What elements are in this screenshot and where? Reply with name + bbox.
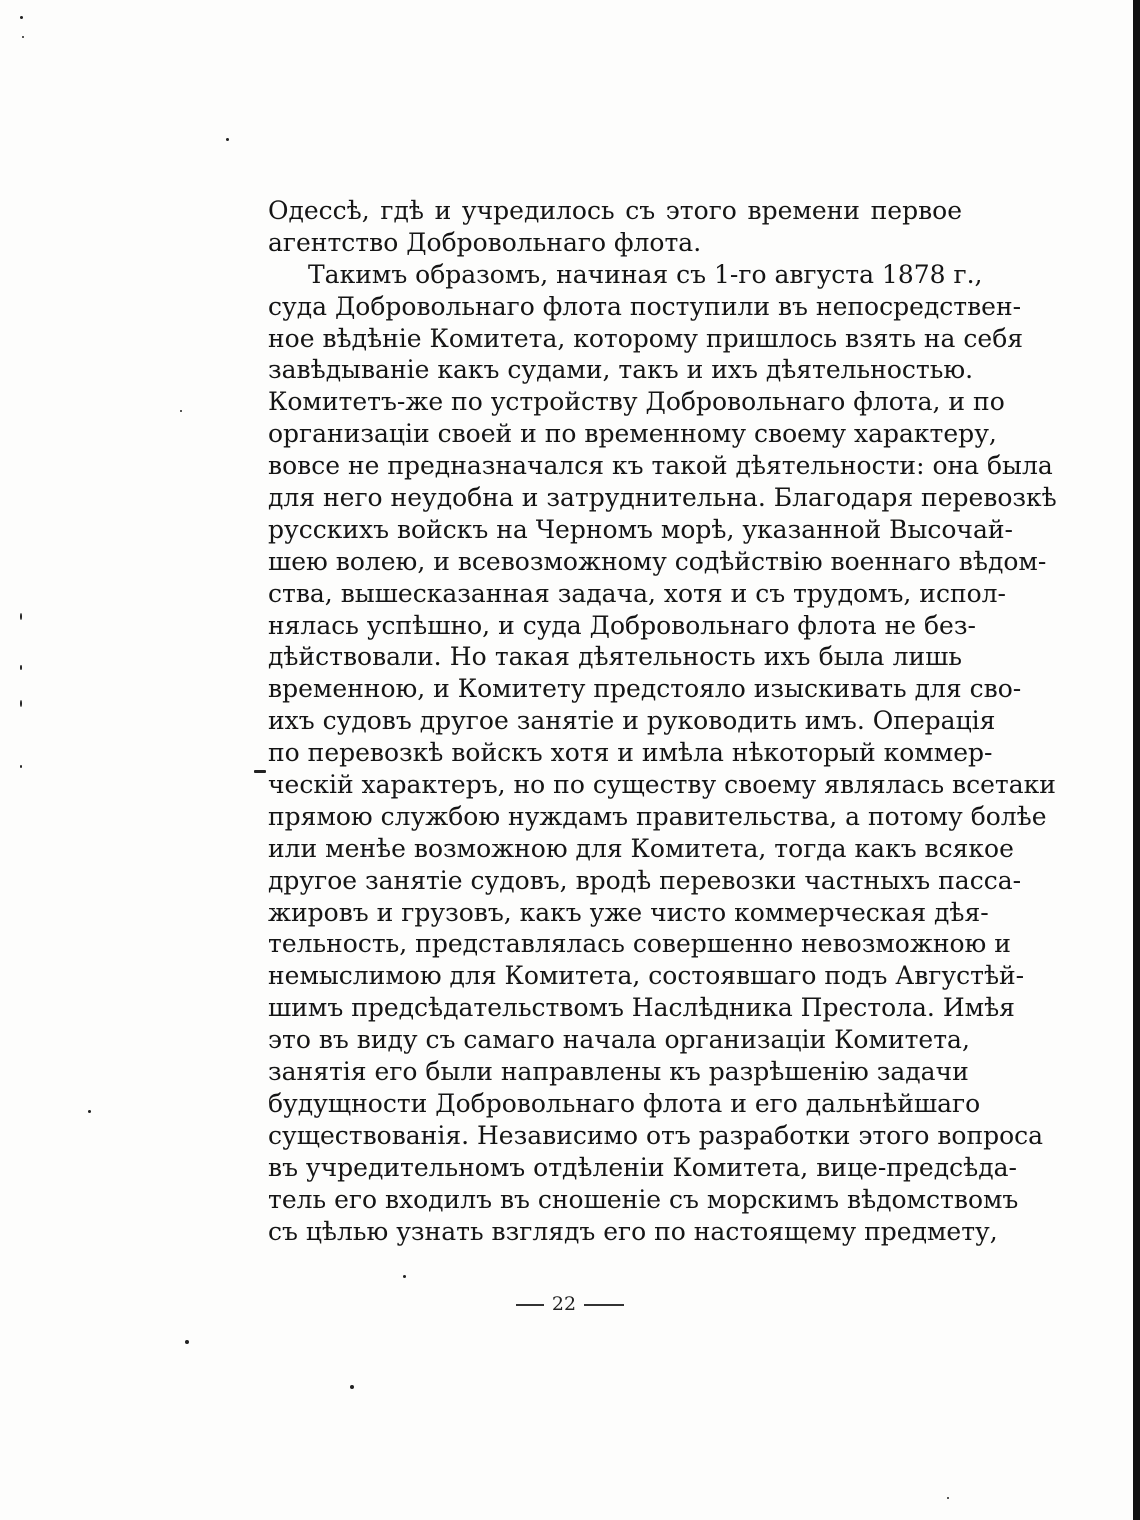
- text-line: существованія. Независимо отъ разработки этого вопроса: [268, 1120, 1044, 1150]
- text-line: ческій характеръ, но по существу своему являлась всетаки: [268, 770, 1056, 800]
- scan-speck: [88, 1110, 91, 1113]
- text-line: будущности Добровольнаго флота и его дальнѣйшаго: [268, 1088, 981, 1118]
- text-line: съ цѣлью узнать взглядъ его по настоящему предмету,: [268, 1216, 998, 1246]
- text-line: организаціи своей и по временному своему характеру,: [268, 419, 997, 449]
- scan-speck: [20, 613, 22, 620]
- text-line: это въ виду съ самаго начала организаціи Комитета,: [268, 1025, 970, 1055]
- text-line: тель его входилъ въ сношеніе съ морскимъ вѣдомствомъ: [268, 1184, 1019, 1214]
- text-line: прямою службою нуждамъ правительства, а потому болѣе: [268, 801, 1047, 831]
- page-edge-shadow: [1133, 0, 1140, 1520]
- text-line: временною, и Комитету предстояло изыскивать для сво-: [268, 674, 1022, 704]
- text-line: жировъ и грузовъ, какъ уже чисто коммерческая дѣя-: [268, 897, 989, 927]
- text-line: для него неудобна и затруднительна. Благодаря перевозкѣ: [268, 483, 1057, 513]
- scan-speck: [20, 665, 22, 670]
- footer-dash-right: [584, 1304, 624, 1306]
- text-line: ства, вышесказанная задача, хотя и съ трудомъ, испол-: [268, 578, 1007, 608]
- text-line: или менѣе возможною для Комитета, тогда какъ всякое: [268, 833, 1014, 863]
- text-line: дѣйствовали. Но такая дѣятельность ихъ была лишь: [268, 642, 962, 672]
- scan-speck: [226, 138, 229, 141]
- text-line: нялась успѣшно, и суда Добровольнаго флота не без-: [268, 610, 976, 640]
- scan-speck: [185, 1340, 189, 1344]
- text-line: шею волею, и всевозможному содѣйствію военнаго вѣдом-: [268, 546, 1047, 576]
- text-line: Одессѣ, гдѣ и учредилось съ этого времени первое: [268, 196, 962, 225]
- scan-speck: [22, 36, 24, 38]
- text-line: завѣдываніе какъ судами, такъ и ихъ дѣятельностью.: [268, 355, 974, 385]
- text-line: другое занятіе судовъ, вродѣ перевозки частныхъ пасса-: [268, 865, 1022, 895]
- text-line: ное вѣдѣніе Комитета, которому пришлось взять на себя: [268, 323, 1024, 353]
- text-line: русскихъ войскъ на Черномъ морѣ, указанной Высочай-: [268, 514, 1013, 544]
- text-line: по перевозкѣ войскъ хотя и имѣла нѣкоторый коммер-: [268, 738, 993, 768]
- scan-speck: [20, 765, 22, 768]
- body-text: [268, 195, 1057, 1247]
- text-line: агентство Добровольнаго флота.: [268, 227, 702, 257]
- scan-speck: [350, 1385, 354, 1389]
- scan-speck: [254, 770, 266, 773]
- text-line: Комитетъ-же по устройству Добровольнаго флота, и по: [268, 387, 1005, 417]
- page-number: 22: [551, 1293, 577, 1315]
- text-line: суда Добровольнаго флота поступили въ непосредствен-: [268, 291, 1022, 321]
- text-line: шимъ предсѣдательствомъ Наслѣдника Престола. Имѣя: [268, 993, 1015, 1023]
- scan-speck: [947, 1497, 949, 1499]
- scan-speck: [180, 410, 182, 412]
- text-line: занятія его были направлены къ разрѣшенію задачи: [268, 1057, 969, 1087]
- text-line: Такимъ образомъ, начиная съ 1-го августа 1878 г.,: [308, 259, 983, 289]
- page-number-footer: [0, 1293, 1140, 1315]
- text-line: немыслимою для Комитета, состоявшаго подъ Августѣй-: [268, 961, 1025, 991]
- text-line: тельность, представлялась совершенно невозможною и: [268, 929, 1011, 959]
- footer-dash-left: [516, 1304, 544, 1306]
- scan-speck: [20, 16, 23, 19]
- scan-speck: [20, 700, 22, 707]
- text-line: въ учредительномъ отдѣленіи Комитета, вице-предсѣда-: [268, 1152, 1017, 1182]
- scan-speck: [403, 1275, 406, 1278]
- text-line: ихъ судовъ другое занятіе и руководить имъ. Операція: [268, 706, 996, 736]
- text-line: вовсе не предназначался къ такой дѣятельности: она была: [268, 451, 1053, 481]
